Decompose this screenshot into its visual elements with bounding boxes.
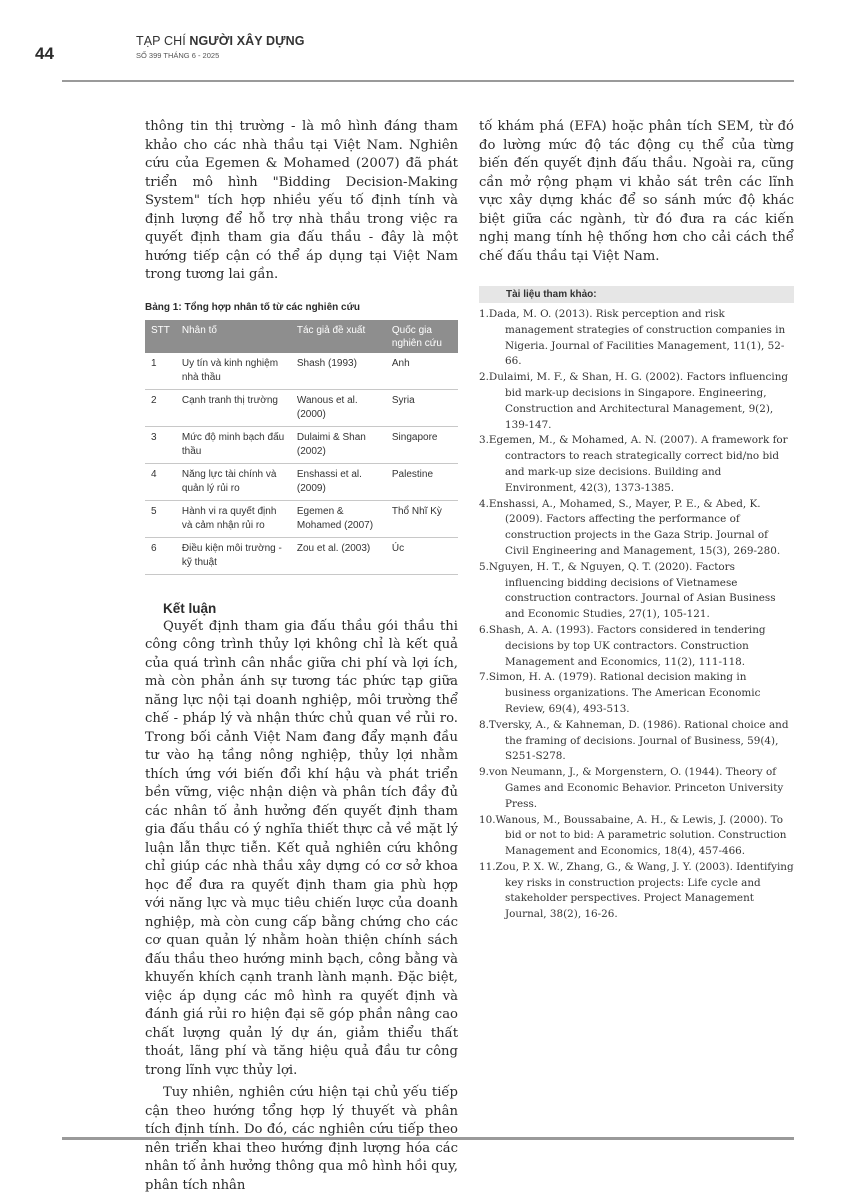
reference-item: 1.Dada, M. O. (2013). Risk perception and risk management strategies of construction companies in Nigeria. Journal of Facilities Management, 11(1), 52-66. <box>479 308 786 368</box>
table-cell: 1 <box>145 353 176 390</box>
table-caption: Bảng 1: Tổng hợp nhân tố từ các nghiên cứu <box>145 301 360 313</box>
factors-table <box>145 320 458 575</box>
table-header-cell: Quốc gia nghiên cứu <box>386 320 458 353</box>
table-cell: 4 <box>145 463 176 500</box>
table-cell: Syria <box>386 389 458 426</box>
reference-item: 8.Tversky, A., & Kahneman, D. (1986). Rational choice and the framing of decisions. Journal of Business, 59(4), S251-S278. <box>479 718 789 763</box>
header-divider <box>62 80 794 82</box>
table-cell: Shash (1993) <box>291 353 386 390</box>
issue-line: SỐ 399 THÁNG 6 - 2025 <box>136 51 220 60</box>
table-cell: Mức độ minh bạch đấu thầu <box>176 426 291 463</box>
footer-divider <box>62 1137 794 1140</box>
intro-paragraph: thông tin thị trường - là mô hình đáng tham khảo cho các nhà thầu tại Việt Nam. Nghiên cứu của Egemen & Mohamed (2007) đã phát triển mô hình "Bidding Decision-Making System" tích hợp nhiều yếu tố định tính và định lượng để hỗ trợ nhà thầu trong việc ra quyết định tham gia đấu thầu - đây là một hướng tiếp cận có thể áp dụng tại Việt Nam trong tương lai gần. <box>145 119 458 282</box>
reference-item: 4.Enshassi, A., Mohamed, S., Mayer, P. E., & Abed, K. (2009). Factors affecting the performance of construction projects in the Gaza Strip. Journal of Civil Engineering and Management, 15(3), 269-280. <box>479 497 781 557</box>
table-header-cell: Nhân tố <box>176 320 291 353</box>
page-number: 44 <box>35 44 54 63</box>
right-column <box>479 118 794 923</box>
table-row <box>145 389 458 426</box>
references-heading: Tài liệu tham khảo: <box>479 286 794 303</box>
table-cell: Enshassi et al. (2009) <box>291 463 386 500</box>
table-row <box>145 537 458 574</box>
table-cell: Cạnh tranh thị trường <box>176 389 291 426</box>
reference-item: 7.Simon, H. A. (1979). Rational decision making in business organizations. The American Economic Review, 69(4), 493-513. <box>479 671 761 715</box>
reference-item: 3.Egemen, M., & Mohamed, A. N. (2007). A framework for contractors to reach strategically correct bid/no bid and mark-up size decisions. Building and Environment, 42(3), 1373-1385. <box>479 434 788 494</box>
table-row <box>145 353 458 390</box>
table-row <box>145 426 458 463</box>
table-cell: 3 <box>145 426 176 463</box>
table-cell: Uy tín và kinh nghiệm nhà thầu <box>176 353 291 390</box>
conclusion-heading: Kết luận <box>163 600 217 616</box>
table-row <box>145 463 458 500</box>
references-list <box>479 307 794 923</box>
table-cell: Wanous et al. (2000) <box>291 389 386 426</box>
conclusion-paragraph-2: Tuy nhiên, nghiên cứu hiện tại chủ yếu tiếp cận theo hướng tổng hợp lý thuyết và phân tích định tính. Do đó, các nghiên cứu tiếp theo nên triển khai theo hướng định lượng hóa các nhân tố ảnh hưởng thông qua mô hình hồi quy, phân tích nhân <box>145 1085 458 1193</box>
journal-masthead <box>136 34 305 60</box>
journal-title <box>136 34 305 48</box>
left-column <box>145 118 458 1195</box>
table-cell: Singapore <box>386 426 458 463</box>
reference-item: 6.Shash, A. A. (1993). Factors considered in tendering decisions by top UK contractors. Construction Management and Economics, 11(2), 111-118. <box>479 623 766 668</box>
reference-item: 11.Zou, P. X. W., Zhang, G., & Wang, J. Y. (2003). Identifying key risks in construction projects: Life cycle and stakeholder perspectives. Project Management Journal, 38(2), 16-26. <box>479 860 794 921</box>
conclusion-paragraph-1: Quyết định tham gia đấu thầu gói thầu thi công công trình thủy lợi không chỉ là kết quả của quá trình cân nhắc giữa chi phí và lợi ích, mà còn phản ánh sự tương tác phức tạp giữa năng lực nội tại doanh nghiệp, môi trường thể chế - pháp lý và nhận thức chủ quan về rủi ro. Trong bối cảnh Việt Nam đang đẩy mạnh đầu tư vào hạ tầng nông nghiệp, thủy lợi nhằm thích ứng với biến đổi khí hậu và phát triển bền vững, việc nhận diện và phân tích đầy đủ các nhân tố ảnh hưởng đến quyết định tham gia đấu thầu có ý nghĩa thiết thực cả về mặt lý luận lẫn thực tiễn. Kết quả nghiên cứu không chỉ giúp các nhà thầu xây dựng có cơ sở khoa học để đưa ra quyết định tham gia phù hợp với năng lực và mục tiêu chiến lược của doanh nghiệp, mà còn cung cấp bằng chứng cho các cơ quan quản lý nhằm hoàn thiện chính sách đấu thầu theo hướng minh bạch, công bằng và khuyến khích cạnh tranh lành mạnh. Đặc biệt, việc áp dụng các mô hình ra quyết định và đánh giá rủi ro hiện đại sẽ góp phần nâng cao chất lượng quản lý dự án, giảm thiểu thất thoát, lãng phí và tăng hiệu quả đầu tư công trong lĩnh vực thủy lợi. <box>145 618 458 1078</box>
table-cell: 5 <box>145 500 176 537</box>
table-cell: Thổ Nhĩ Kỳ <box>386 500 458 537</box>
table-header-cell: STT <box>145 320 176 353</box>
table-row <box>145 500 458 537</box>
reference-item: 10.Wanous, M., Boussabaine, A. H., & Lewis, J. (2000). To bid or not to bid: A parametric solution. Construction Management and Economics, 18(4), 457-466. <box>479 813 787 858</box>
reference-item: 9.von Neumann, J., & Morgenstern, O. (1944). Theory of Games and Economic Behavior. Princeton University Press. <box>479 766 784 810</box>
table-cell: Úc <box>386 537 458 574</box>
journal-name: NGƯỜI XÂY DỰNG <box>189 34 305 48</box>
reference-item: 5.Nguyen, H. T., & Nguyen, Q. T. (2020). Factors influencing bidding decisions of Vietnamese construction contractors. Journal of Asian Business and Economic Studies, 27(1), 105-121. <box>479 560 776 621</box>
table-cell: 6 <box>145 537 176 574</box>
table-cell: Egemen & Mohamed (2007) <box>291 500 386 537</box>
table-cell: 2 <box>145 389 176 426</box>
table-header-cell: Tác giả đề xuất <box>291 320 386 353</box>
table-cell: Hành vi ra quyết định và cảm nhận rủi ro <box>176 500 291 537</box>
continuation-paragraph: tố khám phá (EFA) hoặc phân tích SEM, từ đó đo lường mức độ tác động cụ thể của từng biến đến quyết định đấu thầu. Ngoài ra, cũng cần mở rộng phạm vi khảo sát trên các lĩnh vực xây dựng khác để so sánh mức độ khác biệt giữa các ngành, từ đó đưa ra các kiến nghị mang tính hệ thống hơn cho cải cách thể chế đấu thầu tại Việt Nam. <box>479 119 794 264</box>
reference-item: 2.Dulaimi, M. F., & Shan, H. G. (2002). Factors influencing bid mark-up decisions in Singapore. Engineering, Construction and Architectural Management, 9(2), 139-147. <box>479 371 789 431</box>
table-cell: Anh <box>386 353 458 390</box>
table-cell: Palestine <box>386 463 458 500</box>
table-cell: Năng lực tài chính và quản lý rủi ro <box>176 463 291 500</box>
table-cell: Dulaimi & Shan (2002) <box>291 426 386 463</box>
table-cell: Zou et al. (2003) <box>291 537 386 574</box>
table-header-row <box>145 320 458 353</box>
table-cell: Điều kiện môi trường - kỹ thuật <box>176 537 291 574</box>
journal-prefix: TẠP CHÍ <box>136 34 190 48</box>
